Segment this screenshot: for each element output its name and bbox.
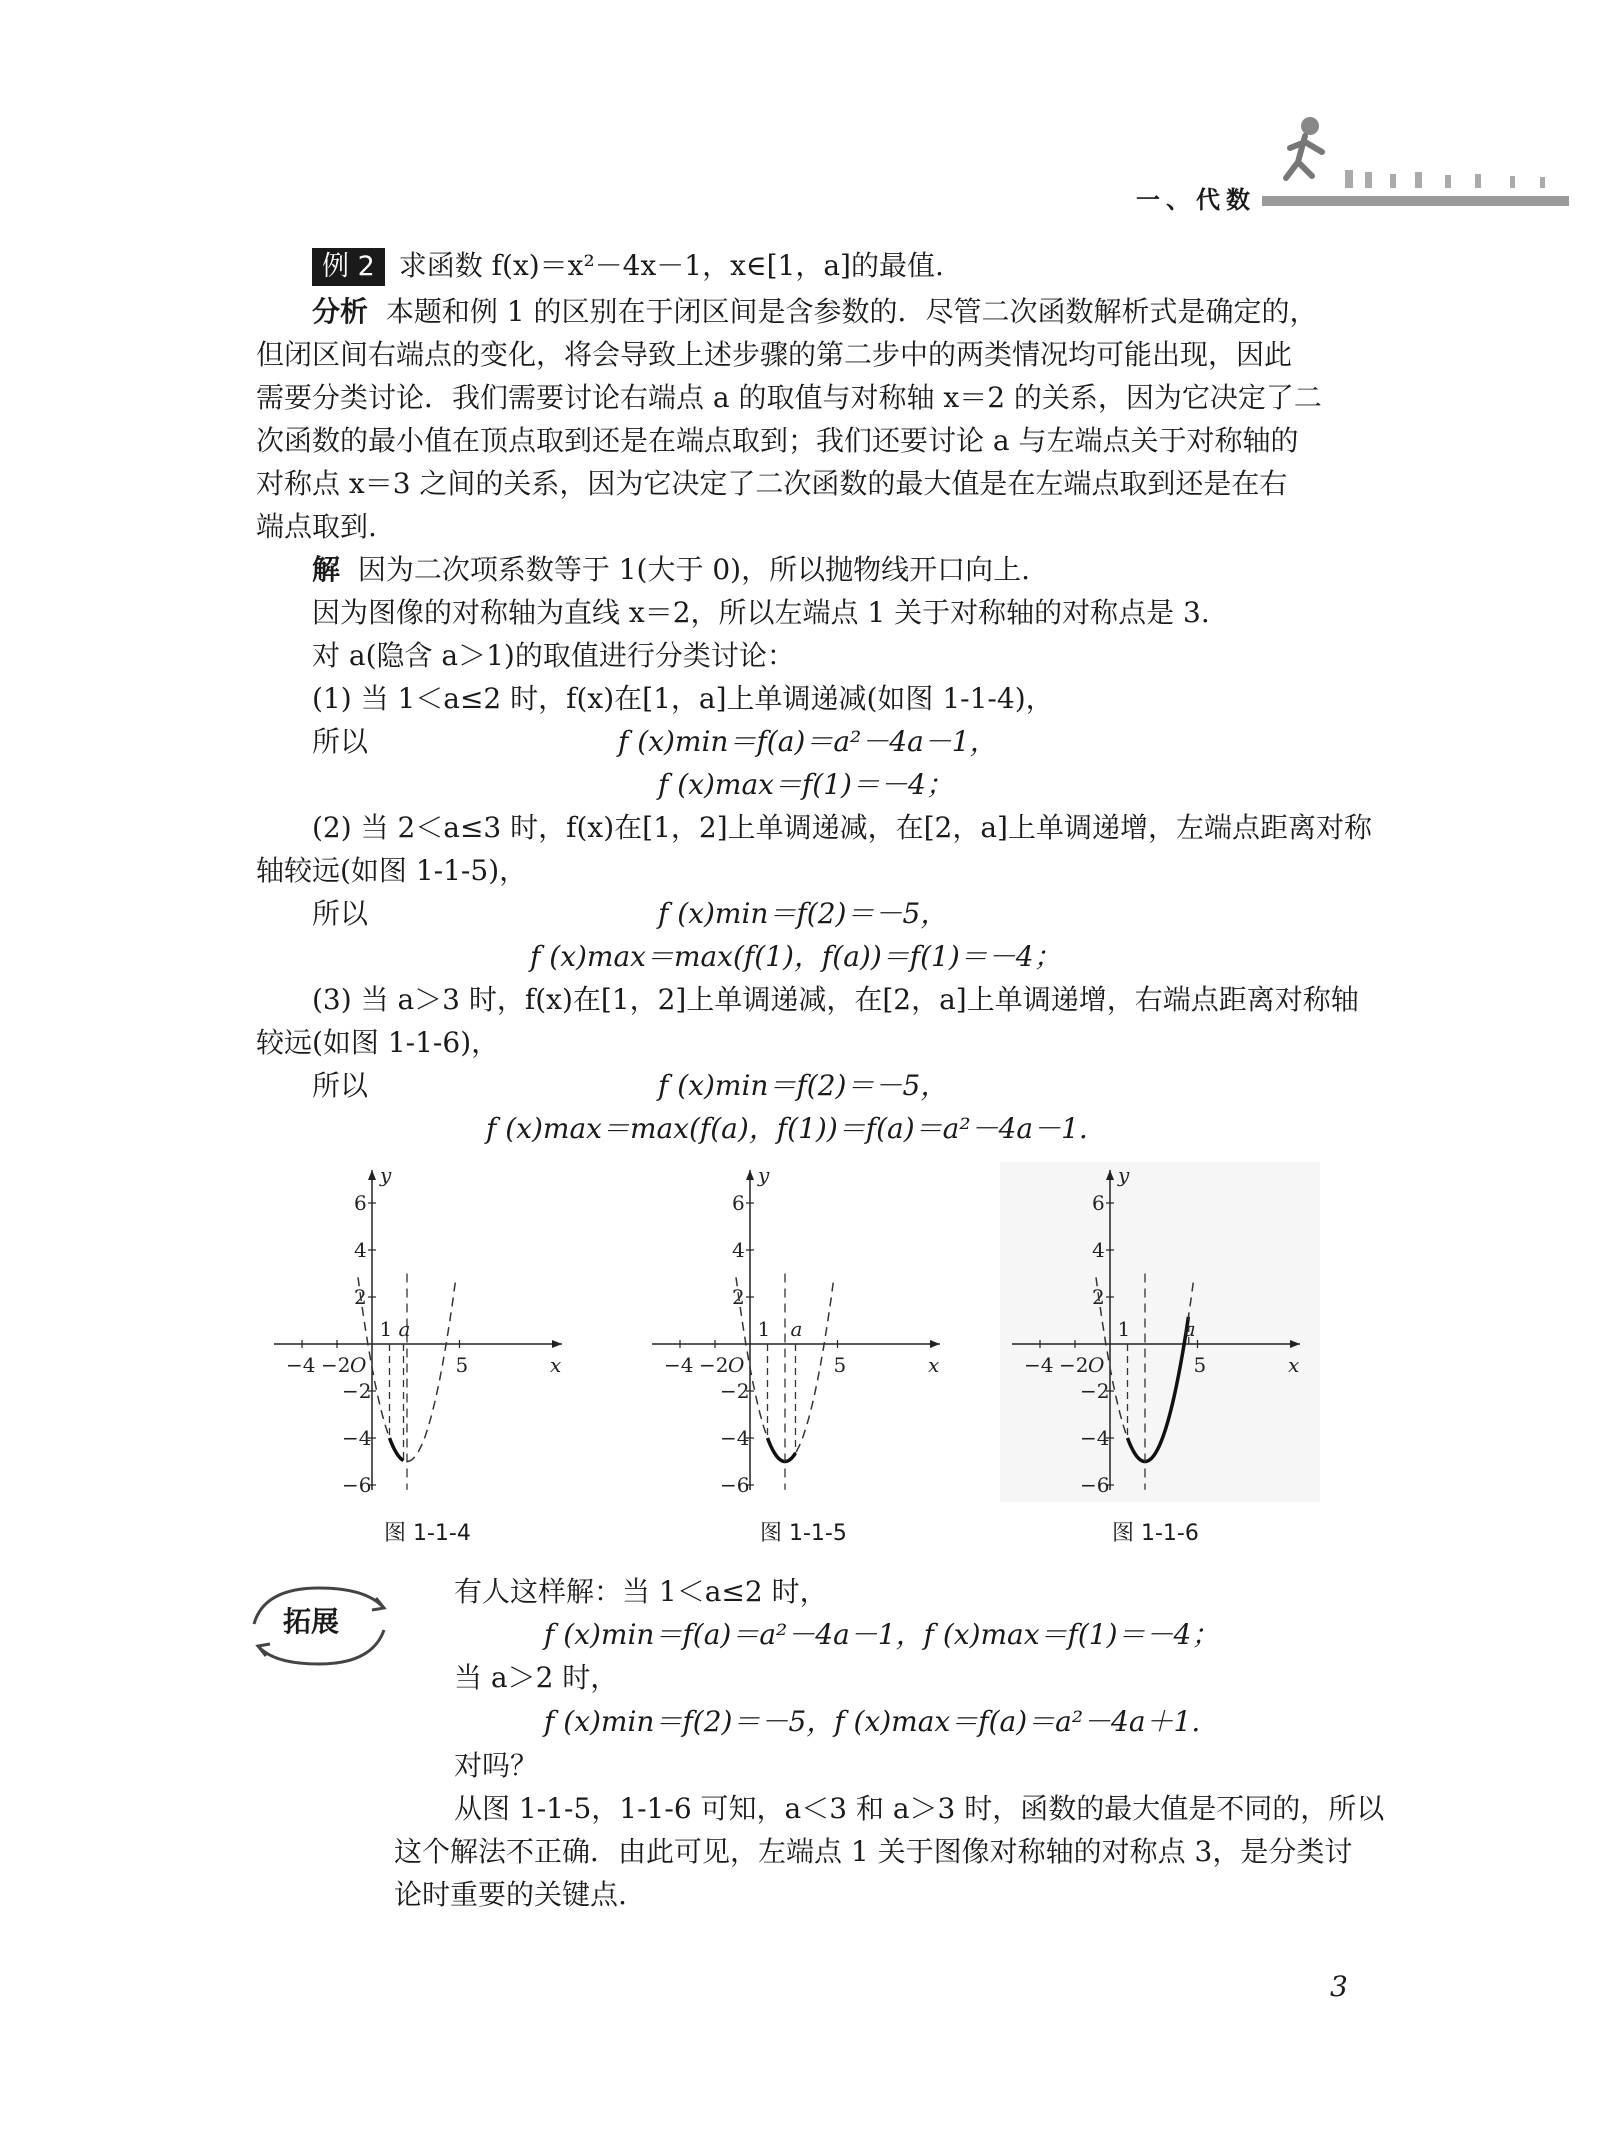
x-tick-label: −2: [1059, 1353, 1089, 1377]
analysis-line-3: 需要分类讨论．我们需要讨论右端点 a 的取值与对称轴 x＝2 的关系，因为它决定了二: [256, 381, 1322, 414]
example-problem: [312, 244, 944, 287]
y-tick-label: −6: [1080, 1473, 1110, 1497]
caption-1-1-4: 图 1-1-4: [384, 1521, 471, 1546]
y-tick-label: 6: [732, 1191, 745, 1215]
case1-line: (1) 当 1＜a≤2 时，f(x)在[1，a]上单调递减(如图 1-1-4)，: [312, 682, 1054, 715]
solution-label: 解: [312, 553, 341, 586]
analysis-label: 分析: [312, 295, 369, 328]
case3-line-1: (3) 当 a＞3 时，f(x)在[1，2]上单调递减，在[2，a]上单调递增，右端点距离对称轴: [312, 983, 1359, 1016]
x-axis-arrow: [930, 1340, 940, 1348]
x-tick-label: −4: [286, 1353, 316, 1377]
x-axis-label: x: [550, 1353, 562, 1377]
y-axis-label: y: [1118, 1163, 1130, 1187]
point-label-1: 1: [757, 1317, 771, 1341]
y-tick-label: 6: [354, 1191, 367, 1215]
parabola-interval-segment: [390, 1438, 404, 1461]
figure-1-1-6: [1000, 1162, 1320, 1502]
extension-line-1: 有人这样解：当 1＜a≤2 时，: [454, 1575, 828, 1608]
y-axis-label: y: [758, 1163, 770, 1187]
figure-1-1-4: [262, 1162, 582, 1502]
runner-illustration: [1250, 112, 1570, 192]
extension-line-3: 对吗？: [454, 1749, 539, 1782]
solution-line-1: 解 因为二次项系数等于 1(大于 0)，所以抛物线开口向上.: [312, 553, 1031, 586]
y-tick-label: −4: [720, 1426, 750, 1450]
y-tick-label: −2: [720, 1379, 750, 1403]
problem-text: 求函数 f(x)＝x²－4x－1，x∈[1，a]的最值.: [398, 249, 944, 282]
y-tick-label: 2: [732, 1285, 745, 1309]
y-tick-label: −4: [342, 1426, 372, 1450]
section-header: 一、代数: [1136, 186, 1256, 214]
point-label-a: a: [790, 1317, 803, 1341]
y-tick-label: 2: [1092, 1285, 1105, 1309]
caption-1-1-6: 图 1-1-6: [1112, 1521, 1199, 1546]
case2-so: 所以: [312, 897, 369, 930]
case3-eq2: f (x)max＝max(f(a)，f(1))＝f(a)＝a²－4a－1.: [486, 1112, 1088, 1145]
point-label-1: 1: [379, 1317, 393, 1341]
x-tick-label: −2: [699, 1353, 729, 1377]
y-tick-label: −4: [1080, 1426, 1110, 1450]
x-tick-label: 5: [833, 1353, 847, 1377]
case3-so: 所以: [312, 1069, 369, 1102]
case3-line-2: 较远(如图 1-1-6)，: [256, 1026, 500, 1059]
y-axis-arrow: [746, 1170, 754, 1180]
case1-so: 所以: [312, 725, 369, 758]
case2-eq1: f (x)min＝f(2)＝－5，: [658, 897, 949, 930]
origin-label: O: [1088, 1353, 1105, 1377]
figure-background: [1000, 1162, 1320, 1502]
parabola-interval-segment: [768, 1438, 796, 1462]
analysis-line-4: 次函数的最小值在顶点取到还是在端点取到；我们还要讨论 a 与左端点关于对称轴的: [256, 424, 1299, 457]
case2-eq2: f (x)max＝max(f(1)，f(a))＝f(1)＝－4；: [530, 940, 1062, 973]
x-axis-label: x: [1288, 1353, 1300, 1377]
x-tick-label: 5: [1193, 1353, 1207, 1377]
x-tick-label: 5: [455, 1353, 469, 1377]
extension-eq-1: f (x)min＝f(a)＝a²－4a－1，f (x)max＝f(1)＝－4；: [544, 1618, 1220, 1651]
y-axis-label: y: [380, 1163, 392, 1187]
x-axis-arrow: [552, 1340, 562, 1348]
extension-eq-2: f (x)min＝f(2)＝－5，f (x)max＝f(a)＝a²－4a＋1.: [544, 1705, 1201, 1738]
point-label-1: 1: [1117, 1317, 1131, 1341]
origin-label: O: [350, 1353, 367, 1377]
example-tag: 例 2: [312, 248, 385, 286]
caption-1-1-5: 图 1-1-5: [760, 1521, 847, 1546]
analysis-line-6: 端点取到.: [256, 510, 377, 543]
y-tick-label: 4: [732, 1238, 745, 1262]
extension-line-5: 这个解法不正确．由此可见，左端点 1 关于图像对称轴的对称点 3，是分类讨: [394, 1835, 1353, 1868]
point-label-a: a: [398, 1317, 411, 1341]
extension-label: 拓展: [283, 1605, 340, 1638]
analysis-line-1: 分析 本题和例 1 的区别在于闭区间是含参数的．尽管二次函数解析式是确定的，: [312, 295, 1318, 328]
y-tick-label: 4: [354, 1238, 367, 1262]
y-tick-label: −2: [1080, 1379, 1110, 1403]
y-tick-label: 6: [1092, 1191, 1105, 1215]
figure-1-1-5: [640, 1162, 960, 1502]
y-axis-arrow: [368, 1170, 376, 1180]
header-bar: [1262, 196, 1569, 206]
page-number: 3: [1330, 1970, 1348, 2003]
y-tick-label: 4: [1092, 1238, 1105, 1262]
solution-line-3: 对 a(隐含 a＞1)的取值进行分类讨论：: [312, 639, 795, 672]
x-tick-label: −2: [321, 1353, 351, 1377]
case2-line-1: (2) 当 2＜a≤3 时，f(x)在[1，2]上单调递减，在[2，a]上单调递增，左端点距离对称: [312, 811, 1372, 844]
y-tick-label: −6: [342, 1473, 372, 1497]
extension-line-6: 论时重要的关键点.: [394, 1878, 627, 1911]
extension-line-4: 从图 1-1-5，1-1-6 可知，a＜3 和 a＞3 时，函数的最大值是不同的，所以: [454, 1792, 1385, 1825]
analysis-line-2: 但闭区间右端点的变化，将会导致上述步骤的第二步中的两类情况均可能出现，因此: [256, 338, 1293, 371]
analysis-line-5: 对称点 x＝3 之间的关系，因为它决定了二次函数的最大值是在左端点取到还是在右: [256, 467, 1288, 500]
x-tick-label: −4: [664, 1353, 694, 1377]
case1-eq1: f (x)min＝f(a)＝a²－4a－1，: [618, 725, 998, 758]
case1-eq2: f (x)max＝f(1)＝－4；: [658, 768, 954, 801]
case2-line-2: 轴较远(如图 1-1-5)，: [256, 854, 528, 887]
header-decoration: [1250, 112, 1570, 192]
x-tick-label: −4: [1024, 1353, 1054, 1377]
y-tick-label: −2: [342, 1379, 372, 1403]
solution-line-2: 因为图像的对称轴为直线 x＝2，所以左端点 1 关于对称轴的对称点是 3.: [312, 596, 1210, 629]
point-label-a: a: [1183, 1317, 1196, 1341]
y-tick-label: 2: [354, 1285, 367, 1309]
case3-eq1: f (x)min＝f(2)＝－5，: [658, 1069, 949, 1102]
y-tick-label: −6: [720, 1473, 750, 1497]
x-axis-label: x: [928, 1353, 940, 1377]
origin-label: O: [728, 1353, 745, 1377]
extension-line-2: 当 a＞2 时，: [454, 1661, 619, 1694]
